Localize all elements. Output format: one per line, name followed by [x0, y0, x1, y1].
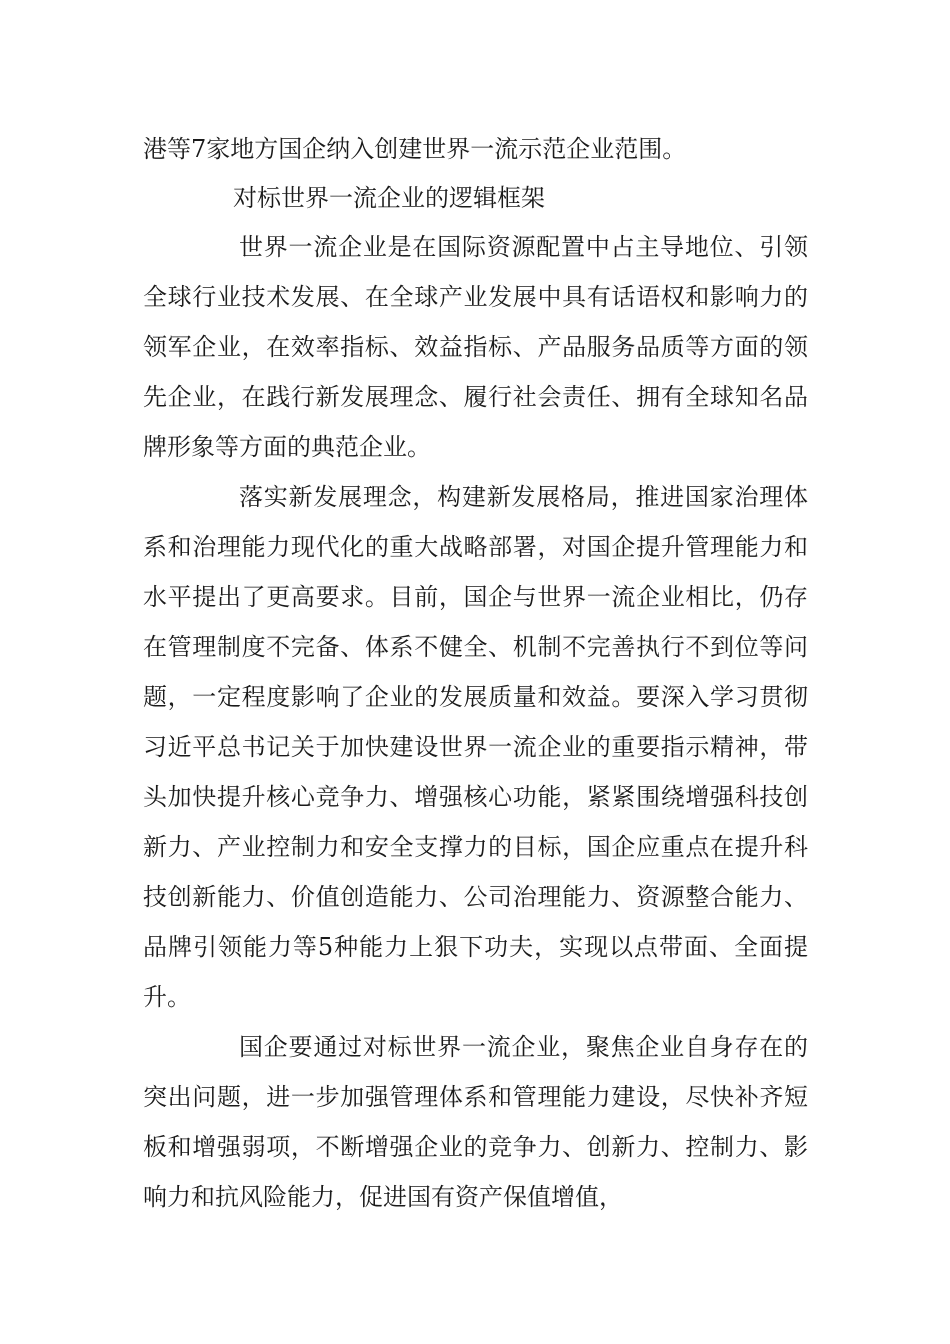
document-body: [143, 124, 808, 1222]
paragraph-definition: 世界一流企业是在国际资源配置中占主导地位、引领全球行业技术发展、在全球产业发展中具有话语权和影响力的领军企业，在效率指标、效益指标、产品服务品质等方面的领先企业，在践行新发展理念、履行社会责任、拥有全球知名品牌形象等方面的典范企业。: [143, 233, 808, 461]
paragraph-benchmarking: 国企要通过对标世界一流企业，聚焦企业自身存在的突出问题，进一步加强管理体系和管理能力建设，尽快补齐短板和增强弱项，不断增强企业的竞争力、创新力、控制力、影响力和抗风险能力，促进国有资产保值增值，: [143, 1033, 808, 1211]
paragraph-strategy: 落实新发展理念，构建新发展格局，推进国家治理体系和治理能力现代化的重大战略部署，对国企提升管理能力和水平提出了更高要求。目前，国企与世界一流企业相比，仍存在管理制度不完备、体系不健全、机制不完善执行不到位等问题，一定程度影响了企业的发展质量和效益。要深入学习贯彻习近平总书记关于加快建设世界一流企业的重要指示精神，带头加快提升核心竞争力、增强核心功能，紧紧围绕增强科技创新力、产业控制力和安全支撑力的目标，国企应重点在提升科技创新能力、价值创造能力、公司治理能力、资源整合能力、品牌引领能力等5种能力上狠下功夫，实现以点带面、全面提升。: [143, 483, 808, 1011]
section-heading: 对标世界一流企业的逻辑框架: [233, 184, 545, 212]
lead-line: 港等7家地方国企纳入创建世界一流示范企业范围。: [143, 135, 687, 163]
